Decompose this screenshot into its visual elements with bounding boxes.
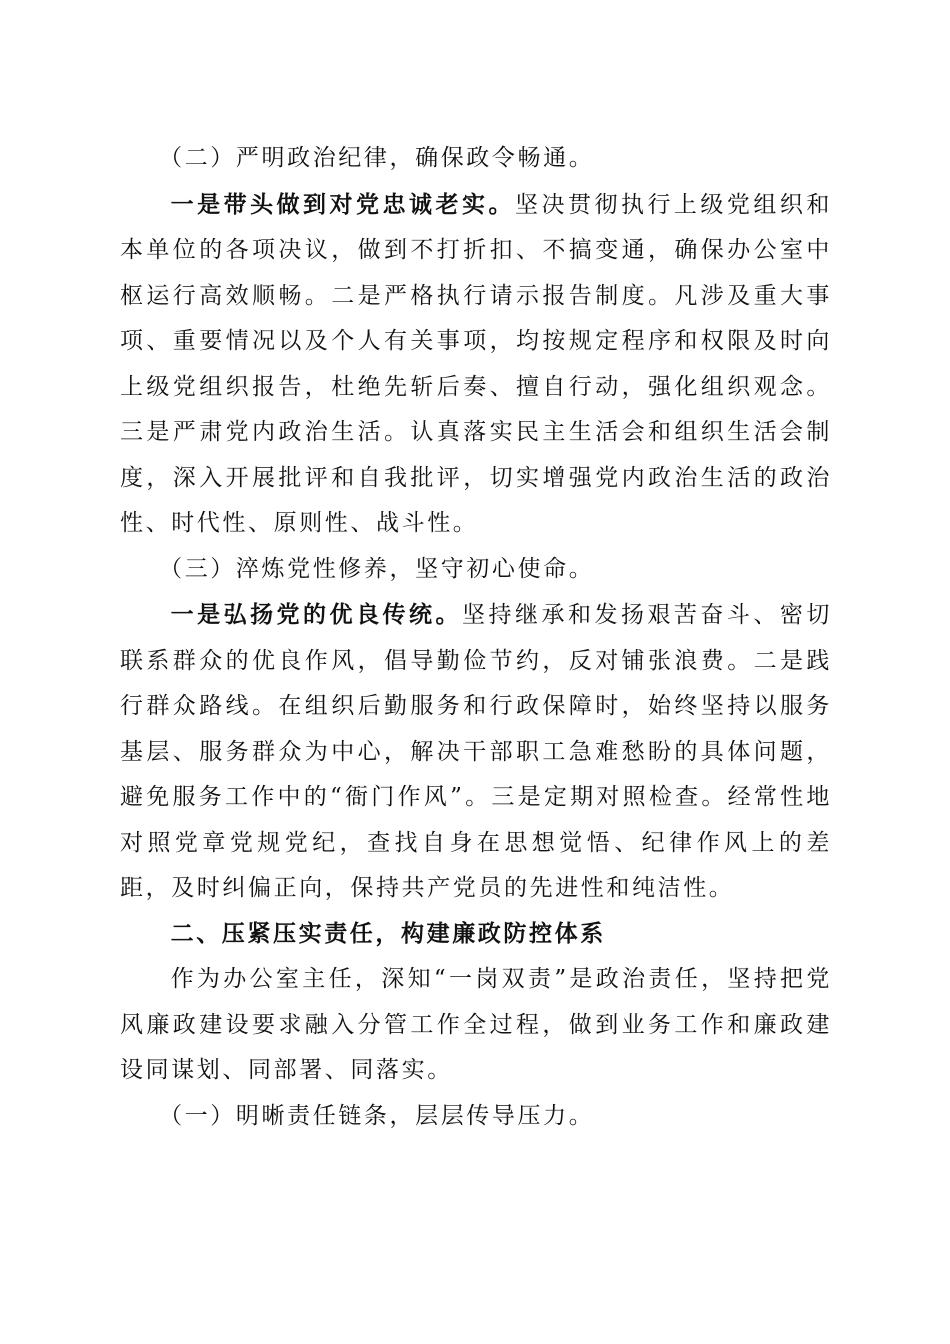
paragraph-lead: 一是弘扬党的优良传统。 — [170, 601, 462, 628]
paragraph-lead: 一是带头做到对党忠诚老实。 — [170, 190, 515, 218]
document-body — [120, 136, 832, 1139]
chapter-heading-2: 二、压紧压实责任，构建廉政防控体系 — [170, 920, 606, 947]
section-heading-1: （一）明晰责任链条，层层传导压力。 — [159, 1102, 595, 1129]
paragraph-text: 作为办公室主任，深知“一岗双责”是政治责任，坚持把党风廉政建设要求融入分管工作全过程，做到业务工作和廉政建设同谋划、同部署、同落实。 — [120, 966, 832, 1083]
section-heading-2: （二）严明政治纪律，确保政令畅通。 — [159, 145, 595, 171]
paragraph-text: 坚持继承和发扬艰苦奋斗、密切联系群众的优良作风，倡导勤俭节约，反对铺张浪费。二是践行群众路线。在组织后勤服务和行政保障时，始终坚持以服务基层、服务群众为中心，解决干部职工急难愁盼的具体问题，避免服务工作中的“衙门作风”。三是定期对照检查。经常性地对照党章党规党纪，查找自身在思想觉悟、纪律作风上的差距，及时纠偏正向，保持共产党员的先进性和纯洁性。 — [120, 602, 832, 901]
paragraph-responsibility — [120, 957, 832, 1094]
section-heading-3: （三）淬炼党性修养，坚守初心使命。 — [159, 555, 595, 582]
paragraph-party-spirit — [120, 592, 832, 912]
paragraph-political-discipline — [120, 182, 832, 547]
paragraph-text: 坚决贯彻执行上级党组织和本单位的各项决议，做到不打折扣、不搞变通，确保办公室中枢运行高效顺畅。二是严格执行请示报告制度。凡涉及重大事项、重要情况以及个人有关事项，均按规定程序和权限及时向上级党组织报告，杜绝先斩后奏、擅自行动，强化组织观念。三是严肃党内政治生活。认真落实民主生活会和组织生活会制度，深入开展批评和自我批评，切实增强党内政治生活的政治性、时代性、原则性、战斗性。 — [120, 191, 832, 536]
